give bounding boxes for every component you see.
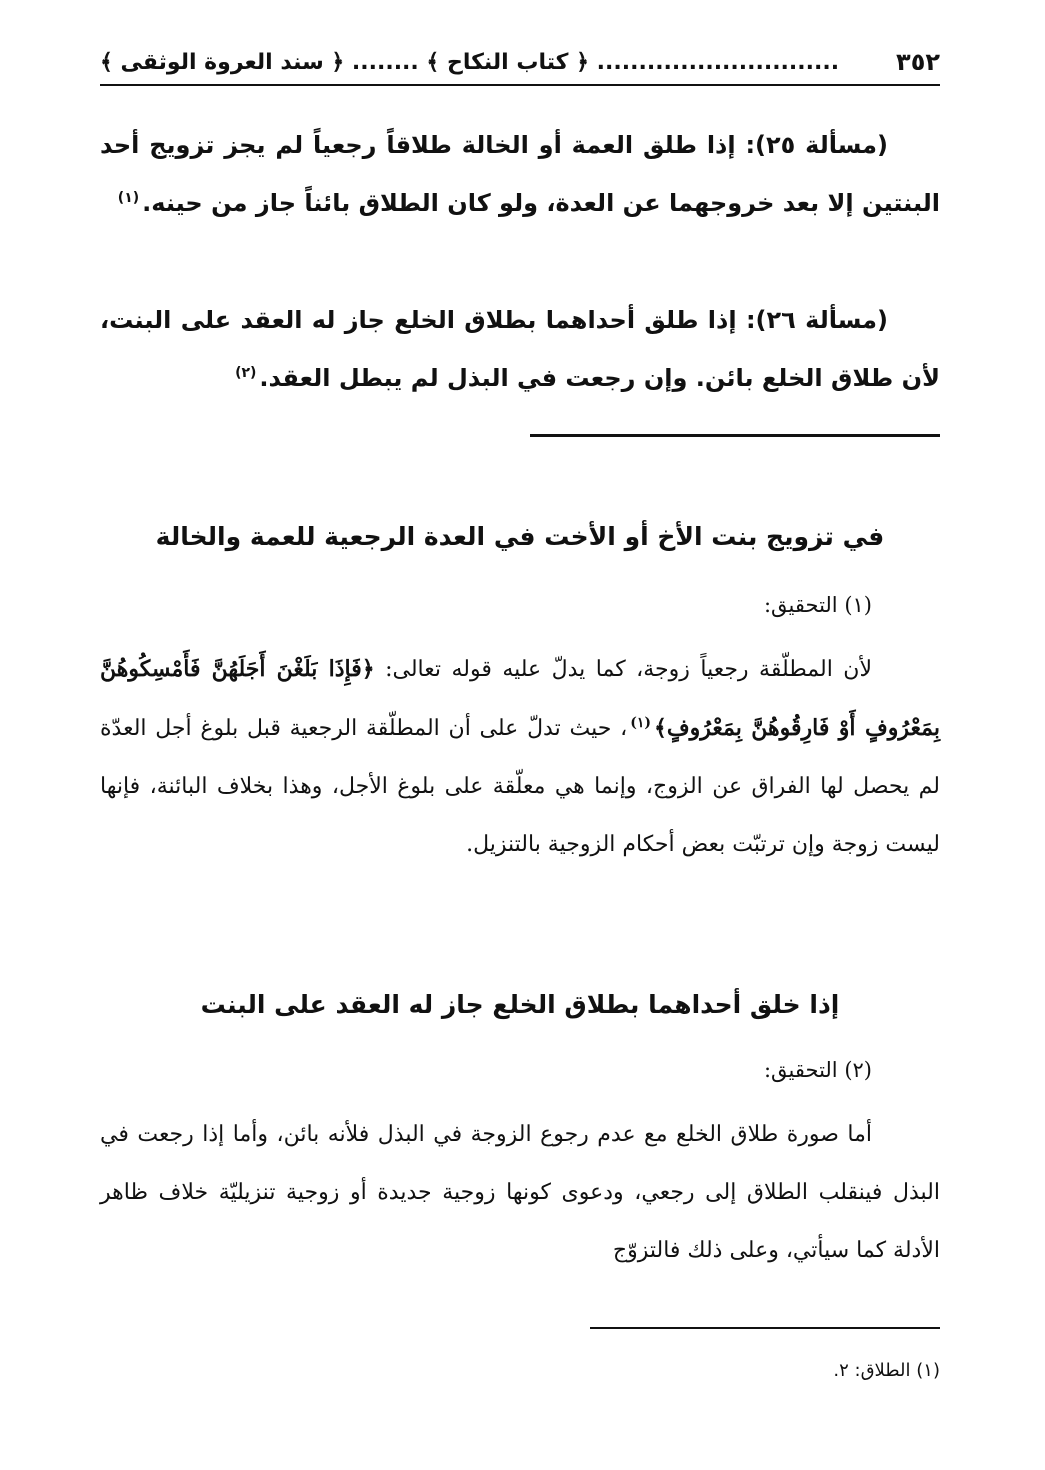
footnote-ref: (١) [630,714,651,731]
question-label: (مسألة ٢٦): [745,306,888,334]
commentary-heading: في تزويج بنت الأخ أو الأخت في العدة الرجعية للعمة والخالة [155,522,885,551]
question-text: إذا طلق العمة أو الخالة طلاقاً رجعياً لم يجز تزويج أحد البنتين إلا بعد خروجهما عن العدة، ولو كان الطلاق بائناً جاز من حينه. [100,131,940,217]
footnote: (١) الطلاق: ٢. [833,1360,940,1381]
commentary-paragraph [100,640,940,874]
commentary-heading: إذا خلق أحداهما بطلاق الخلع جاز له العقد على البنت [200,990,840,1019]
running-title: ............................. ﴿ كتاب النكاح ﴾ ........ ﴿ سند العروة الوثقى ﴾ [100,49,840,75]
question-text: إذا طلق أحداهما بطلاق الخلع جاز له العقد على البنت، لأن طلاق الخلع بائن. وإن رجعت في البذل لم يبطل العقد. [100,306,940,392]
question-25 [100,116,940,232]
commentary-text: لأن المطلّقة رجعياً زوجة، كما يدلّ عليه قوله تعالى: [385,657,873,682]
quran-quote: ﴿فَإِذَا بَلَغْنَ أَجَلَهُنَّ فَأَمْسِكُوهُنَّ بِمَعْرُوفٍ أَوْ فَارِقُوهُنَّ بِمَعْرُوفٍ﴾ [100,656,940,741]
commentary-label: (١) التحقيق: [763,593,872,617]
section-divider [530,434,940,437]
commentary-label: (٢) التحقيق: [763,1058,872,1082]
commentary-text: أما صورة طلاق الخلع مع عدم رجوع الزوجة في البذل فلأنه بائن، وأما إذا رجعت في البذل فينقلب الطلاق إلى رجعي، ودعوى كونها زوجية جديدة أو زوجية تنزيليّة خلاف ظاهر الأدلة كما سيأتي، وعلى ذلك فالتزوّج [100,1122,940,1263]
commentary-paragraph [100,1106,940,1280]
question-26 [100,291,940,407]
page-number: ٣٥٢ [896,48,940,76]
running-header [100,40,940,86]
footnote-ref: (١) [117,190,140,206]
question-label: (مسألة ٢٥): [745,131,889,159]
commentary-text: ، حيث تدلّ على أن المطلّقة الرجعية قبل بلوغ أجل العدّة لم يحصل لها الفراق عن الزوج، وإنما هي معلّقة على بلوغ الأجل، وهذا بخلاف البائنة، فإنها ليست زوجة وإن ترتبّت بعض أحكام الزوجية بالتنزيل. [100,716,940,857]
page [100,0,940,1470]
footnote-ref: (٢) [235,365,257,381]
footnote-divider [590,1327,940,1329]
